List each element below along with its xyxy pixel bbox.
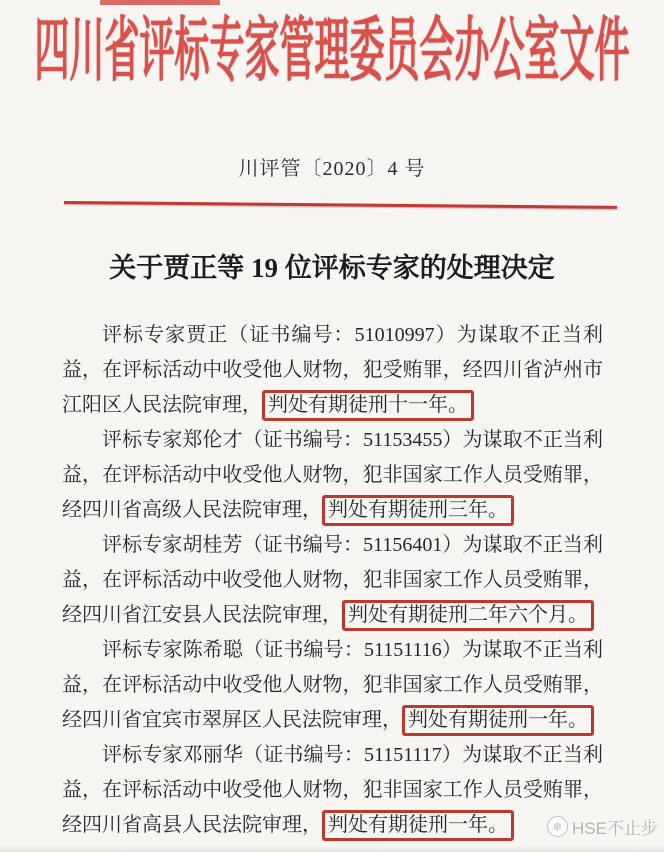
- sentence-highlight-box: 判处有期徒刑二年六个月。: [342, 600, 594, 631]
- paragraph-text: 评标专家郑伦才（证书编号：51153455）为谋取不正当利益，在评标活动中收受他人财物，犯非国家工作人员受贿罪，经四川省高级人民法院审理，: [62, 429, 603, 521]
- paragraph-expert-2: [62, 423, 603, 528]
- scan-bottom-shadow: [0, 846, 664, 852]
- sentence-highlight-box: 判处有期徒刑一年。: [402, 705, 594, 736]
- sentence-highlight-box: 判处有期徒刑三年。: [322, 495, 514, 526]
- paragraph-text: 评标专家胡桂芳（证书编号：51156401）为谋取不正当利益，在评标活动中收受他人财物，犯非国家工作人员受贿罪，经四川省江安县人民法院审理，: [62, 534, 603, 626]
- paragraph-text: 评标专家邓丽华（证书编号：51151117）为谋取不正当利益，在评标活动中收受他人财物，犯非国家工作人员受贿罪，经四川省高县人民法院审理，: [62, 744, 603, 836]
- scan-artifact-red-bar: [100, 0, 220, 5]
- snowflake-circle-icon: ❄: [547, 816, 568, 837]
- paragraph-text: 评标专家陈希聪（证书编号：51151116）为谋取不正当利益，在评标活动中收受他人财物，犯非国家工作人员受贿罪，经四川省宜宾市翠屏区人民法院审理，: [62, 639, 603, 731]
- paragraph-expert-3: [62, 528, 603, 633]
- document-title: 关于贾正等 19 位评标专家的处理决定: [109, 253, 555, 283]
- red-divider-rule: [64, 201, 617, 209]
- paragraph-expert-5: [62, 738, 603, 843]
- document-body: [62, 318, 603, 843]
- paragraph-expert-4: [62, 633, 603, 738]
- watermark: [547, 814, 658, 839]
- sentence-highlight-box: 判处有期徒刑一年。: [322, 810, 514, 841]
- letterhead-title: 四川省评标专家管理委员会办公室文件: [34, 12, 630, 90]
- document-number: 川评管〔2020〕4 号: [238, 158, 426, 180]
- paragraph-expert-1: [62, 318, 603, 423]
- paragraph-text: 评标专家贾正（证书编号：51010997）为谋取不正当利益，在评标活动中收受他人财物，犯受贿罪，经四川省泸州市江阳区人民法院审理，: [62, 324, 603, 416]
- watermark-label: HSE不止步: [572, 819, 658, 838]
- sentence-highlight-box: 判处有期徒刑十一年。: [262, 390, 474, 421]
